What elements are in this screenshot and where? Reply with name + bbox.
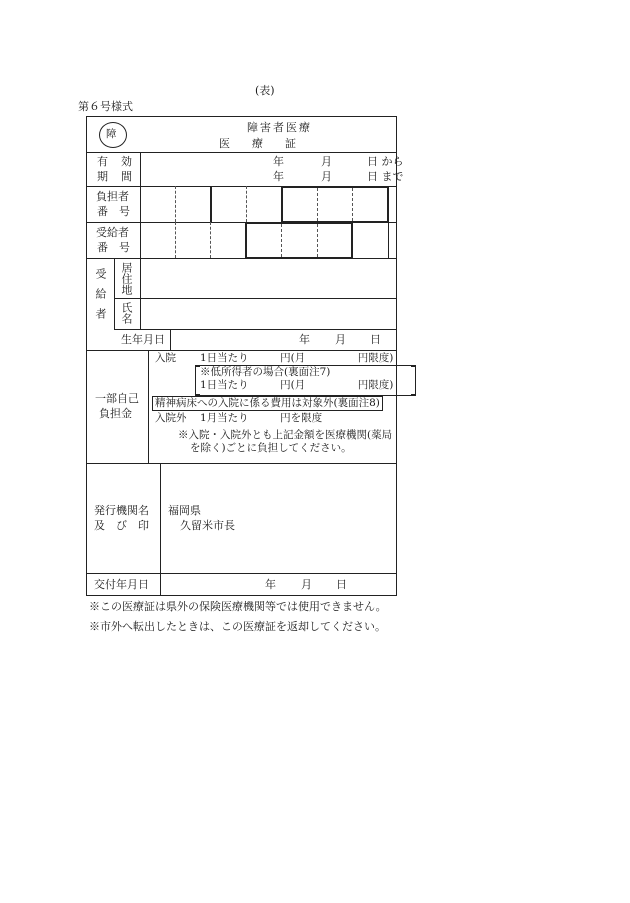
copay-label-2: 負担金 — [99, 407, 132, 420]
rule — [87, 463, 396, 464]
payer-number-box[interactable] — [281, 186, 389, 223]
outpatient-label: 入院外 — [155, 412, 187, 424]
inpatient-text: 1日当たり 円(月 円限度) — [200, 352, 394, 364]
validity-label-2: 期 間 — [97, 170, 133, 183]
digit-divider — [352, 188, 353, 221]
issuer-label-1: 発行機関名 — [94, 504, 149, 517]
validity-day-1: 日 から — [367, 155, 404, 168]
rule — [148, 350, 149, 463]
issuer-label-2: 及 び 印 — [94, 519, 149, 532]
rule — [114, 298, 396, 299]
note-1: ※この医療証は県外の保険医療機関等では使用できません。 — [89, 600, 387, 613]
digit-divider — [175, 222, 176, 258]
digit-divider — [317, 224, 318, 257]
digit-divider — [317, 188, 318, 221]
rule — [396, 329, 397, 350]
name-label: 氏名 — [120, 302, 133, 324]
rule — [114, 329, 396, 330]
inpatient-label: 入院 — [155, 352, 176, 364]
validity-year-2: 年 — [273, 170, 284, 183]
validity-label-1: 有 効 — [97, 155, 133, 168]
rule — [87, 573, 396, 574]
validity-month-2: 月 — [321, 170, 332, 183]
recipient-label-2: 番 号 — [97, 241, 130, 254]
page-label: (表) — [255, 84, 275, 97]
dob-day: 日 — [370, 333, 381, 346]
recipient-number-box[interactable] — [245, 222, 353, 259]
disability-stamp-icon — [99, 122, 127, 148]
psych-note-box: 精神病床への入院に係る費用は対象外(裏面注8) — [152, 396, 383, 411]
rule — [140, 152, 141, 258]
receiver-side-label: 受給者 — [94, 268, 107, 328]
digit-divider — [175, 186, 176, 222]
issuer-mayor: 久留米市長 — [180, 519, 235, 532]
title-line2: 医 療 証 — [219, 137, 296, 150]
validity-month-1: 月 — [321, 155, 332, 168]
rule — [170, 329, 171, 350]
dob-label: 生年月日 — [121, 333, 165, 346]
rule — [140, 258, 141, 330]
validity-day-2: 日 まで — [367, 170, 404, 183]
rule — [114, 258, 115, 330]
digit-divider — [210, 222, 211, 258]
low-income-text: 1日当たり 円(月 円限度) — [200, 379, 394, 391]
form-number: 第６号様式 — [78, 100, 133, 113]
issue-month: 月 — [301, 578, 312, 591]
rule — [87, 152, 396, 153]
dob-year: 年 — [299, 333, 310, 346]
title-line1: 障害者医療 — [247, 121, 312, 134]
payer-label-2: 番 号 — [97, 205, 130, 218]
outpatient-text: 1月当たり 円を限度 — [200, 412, 323, 424]
address-label: 居住地 — [120, 262, 133, 295]
digit-separator — [210, 186, 212, 222]
stamp-char: 障 — [106, 128, 117, 140]
validity-year-1: 年 — [273, 155, 284, 168]
note-2: ※市外へ転出したときは、この医療証を返却してください。 — [89, 620, 386, 633]
copay-label-1: 一部自己 — [95, 392, 139, 405]
recipient-label-1: 受給者 — [96, 226, 129, 239]
payer-label-1: 負担者 — [96, 190, 129, 203]
issue-year: 年 — [265, 578, 276, 591]
copay-footnote-2: を除く)ごとに負担してください。 — [190, 442, 352, 454]
rule — [160, 463, 161, 595]
issuer-pref: 福岡県 — [168, 504, 201, 517]
digit-divider — [281, 224, 282, 257]
issue-day: 日 — [336, 578, 347, 591]
copay-footnote-1: ※入院・入院外とも上記金額を医療機関(薬局 — [178, 429, 393, 441]
low-income-note: ※低所得者の場合(裏面注7) — [200, 366, 331, 378]
issue-date-label: 交付年月日 — [94, 578, 149, 591]
dob-month: 月 — [335, 333, 346, 346]
digit-divider — [246, 186, 247, 222]
rule — [87, 350, 396, 351]
